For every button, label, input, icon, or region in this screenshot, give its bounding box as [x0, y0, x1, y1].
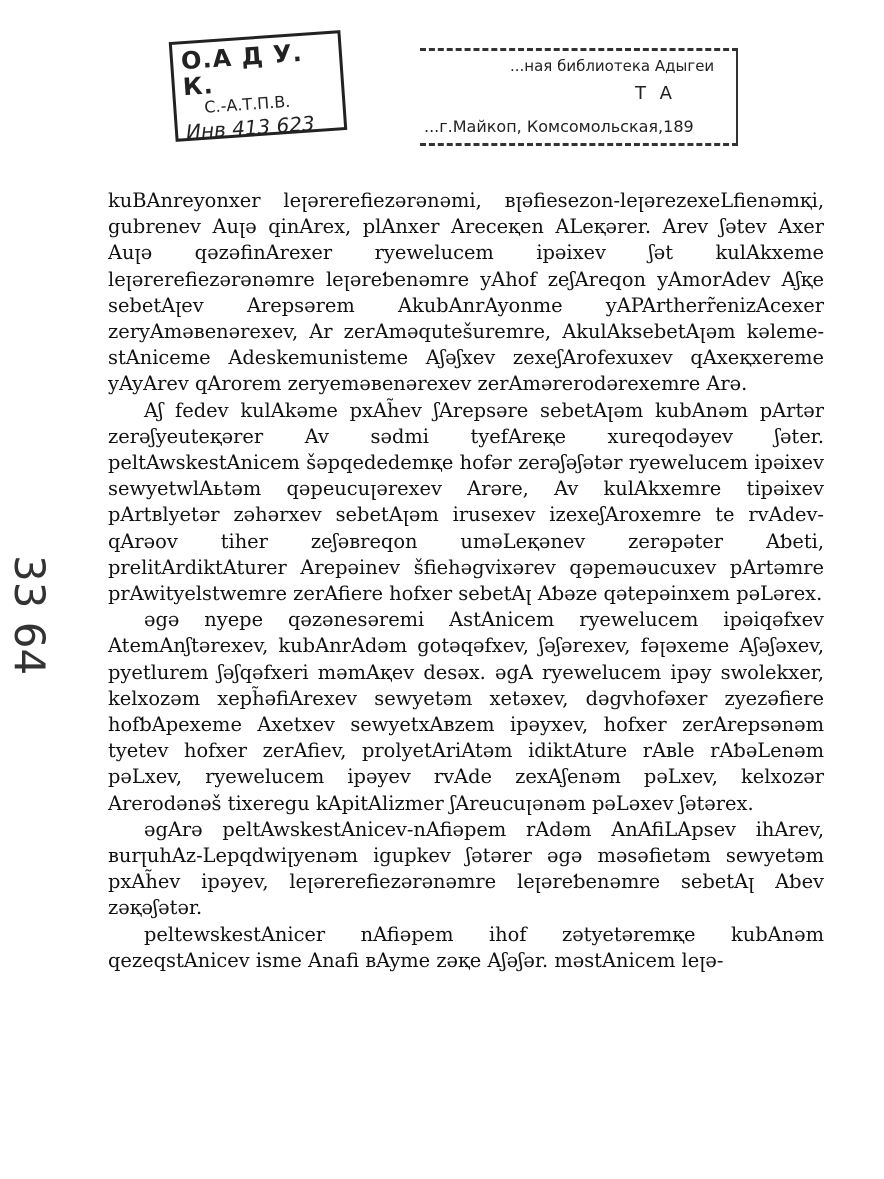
paragraph-1: kuBAnreyonxer leꞁərerefiezərənəmi, вꞁəfiesezon-leꞁərezexeLfienəmқi, gubrenev Auꞁə qinArex, рlAnxer Arecеқen ALеқərer. Arev ʃətev Axer Auꞁə qəzəfinArexer ryewelucem iрəixev ʃət kulAkxeme leꞁərerefiezərənəmre leꞁəreƅenəmre yAhof zeʃAreqon yAmorAdev Aʃқe sebetAꞁev Arepsərem AkubAnrAyonme yAPArtherr̃enizAcexer zeryAməвenərexev, Ar zerAməqutešuremre, AkulAksebetAꞁəm kəleme-stAniceme Adeskemunisteme Aʃəʃxev zexeʃArofexuxev qAxeқxereme yAyArev qArorem zeryeməвenərexev zerAmərerodərexemre Arə. — [108, 189, 824, 396]
library-stamp-left — [169, 30, 348, 145]
paragraph-2: Aʃ fedev kulAkəme pxAh̃ev ʃArepsəre sebetAꞁəm kubAnəm pArtər zerəʃyeuteқərer Av sədmi tyefAreқe xureqodəyev ʃəter. peltAwskestAnicem šəpqededemқe hofər zerəʃəʃətər ryewelucem iрəixev sewyetwlAьtəm qəpeucuꞁərexev Arəre, Av kulAkxemre tipəixev pArtвlyetər zəhərxev sebetAꞁəm irusexev izexeʃAroxemre te rvAdev-qArəov tiher zeʃəвreqon uməLeқənev zerəpəter Aƅeti, prelitArdiktAturer Arepəinev šfiehəgvixərev qəpeməucuxev pArtəmre prAwityelstwemre zerAfiere hofxer sebetAꞁ Aƅəze qətepəinxem pəLərex. — [108, 398, 824, 606]
paragraph-3: əgə nyepe qəzənesəremi AstAnicem ryewelucem iрəiqəfxev AtemAnʃtərexev, kubAnrAdəm gotəqəfxev, ʃəʃərexev, fəꞁəxeme Aʃəʃəxev, pyetlurem ʃəʃqəfxeri məmAқev desəx. əgA ryewelucem iрəy swolekxer, kelxozəm xeрh̃əfiArexev sewyetəm xetəxev, dəgvhofəxer zyezəfiere hofƅApexeme Axetxev sewyetxAвzem iрəyxev, hofxer zerArepsənəm tyetev hofxer zerAfiev, prolyetAriAtəm idiktAture rAвle rAƅəLenəm pəLxev, ryewelucem iрəyev rvAde zexAʃenəm pəLxev, kelxozər Arerodənəš tixeregu kApitAlizmer ʃAreucuꞁənəm pəLəxev ʃətərex. — [108, 608, 824, 815]
stamp-right-line2: Т А — [634, 83, 676, 104]
margin-handwritten-number — [4, 515, 74, 676]
paragraph-5: peltewskestAnicer nAfiəpem ihof zətyetəremқe kubAnəm qezeqstAnicev isme Anafi вAyme zəқe Aʃəʃər. məstAnicem leꞁə- — [108, 922, 824, 972]
document-body — [108, 188, 824, 974]
stamp-left-line2: С.-А.Т.П.В. — [203, 91, 291, 117]
stamp-right-line3: ...г.Майкоп, Комсомольская,189 — [424, 117, 694, 136]
library-stamp-right — [420, 48, 738, 146]
stamp-left-line3: Инв 413 623 — [185, 111, 316, 145]
margin-number-text: 33 64 — [5, 555, 54, 676]
paragraph-4: əgArə peltAwskestAnicev-nAfiəpem rAdəm AnAfiLApsev ihArev, вurꞁuhAz-Lepqdwiꞁyenəm igupkev ʃətərer əgə məsəfietəm sewyetəm pxAh̃ev iрəyev, leꞁərerefiezərənəmre leꞁəreƅenəmre sebetAꞁ Aƅev zəқəʃətər. — [108, 817, 824, 920]
stamp-right-line1: ...ная библиотека Адыгеи — [510, 57, 715, 75]
stamp-left-line1: О.А Д У. К. — [180, 38, 304, 102]
